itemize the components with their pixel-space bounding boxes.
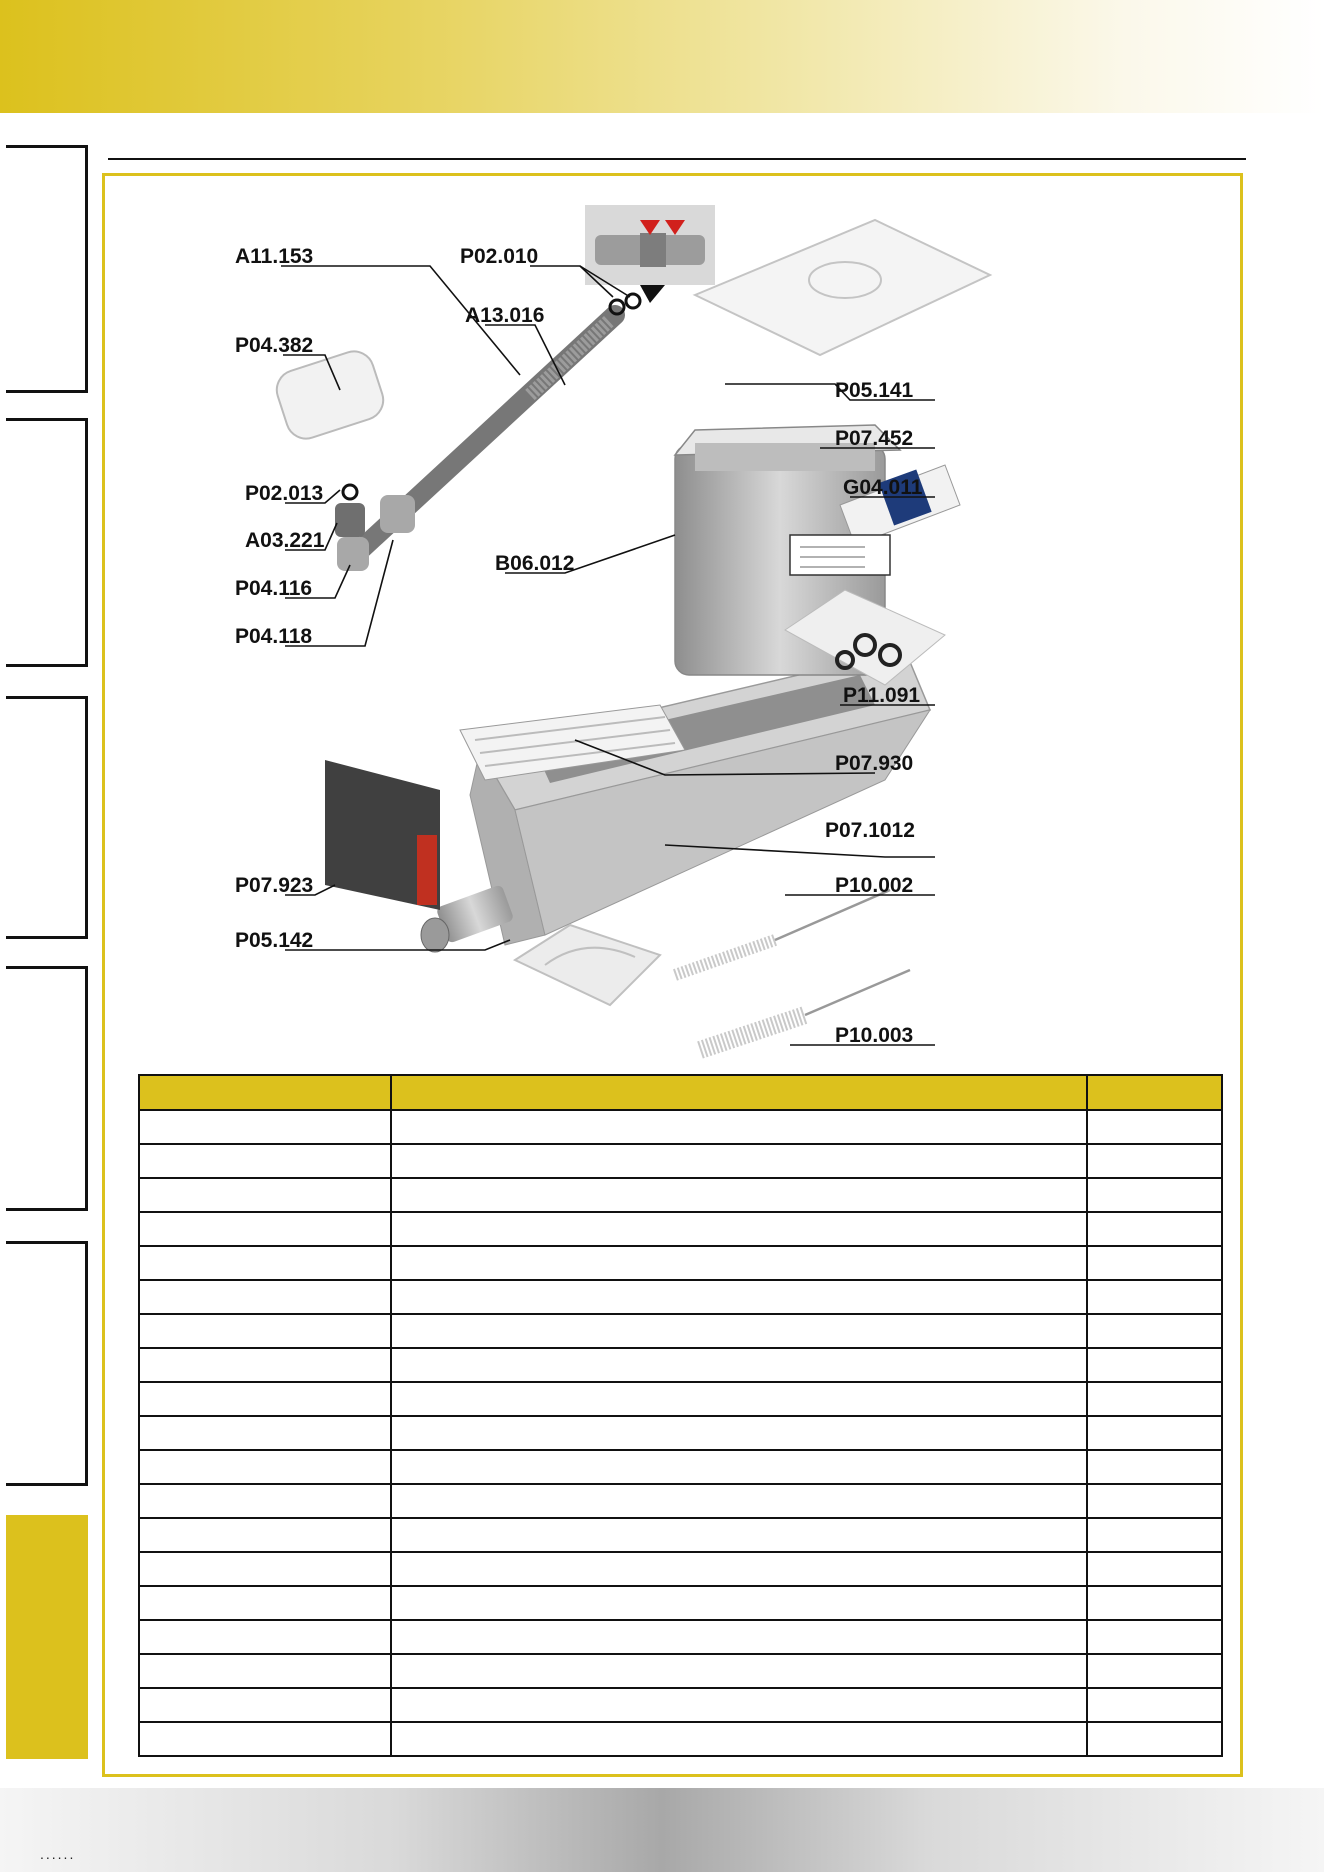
label-p07-923 xyxy=(325,760,440,910)
table-row xyxy=(139,1518,1222,1552)
table-row xyxy=(139,1484,1222,1518)
table-row xyxy=(139,1416,1222,1450)
callout-p07-452: P07.452 xyxy=(835,427,914,450)
callout-p04-118: P04.118 xyxy=(235,625,313,648)
page-number-dots: ...... xyxy=(40,1846,76,1862)
side-tab-5[interactable] xyxy=(6,1241,88,1486)
col-code-header xyxy=(139,1075,391,1110)
brush-p10-002 xyxy=(675,890,890,975)
table-row xyxy=(139,1620,1222,1654)
table-row xyxy=(139,1654,1222,1688)
table-row xyxy=(139,1280,1222,1314)
table-row xyxy=(139,1178,1222,1212)
callout-p10-002: P10.002 xyxy=(835,874,914,897)
callout-p05-141: P05.141 xyxy=(835,379,914,402)
callout-g04-011: G04.011 xyxy=(843,476,923,499)
callout-a11-153: A11.153 xyxy=(235,245,314,268)
callout-a03-221: A03.221 xyxy=(245,529,325,552)
table-row xyxy=(139,1212,1222,1246)
lid-p05-141 xyxy=(695,220,990,355)
callout-p02-010: P02.010 xyxy=(460,245,539,268)
col-description-header xyxy=(391,1075,1087,1110)
side-tab-1[interactable] xyxy=(6,145,88,393)
label-p07-452 xyxy=(790,535,890,575)
parts-table xyxy=(138,1074,1223,1757)
callout-p07-930: P07.930 xyxy=(835,752,914,775)
callout-p10-003: P10.003 xyxy=(835,1024,914,1047)
table-row xyxy=(139,1586,1222,1620)
side-tab-2[interactable] xyxy=(6,418,88,667)
callout-p04-116: P04.116 xyxy=(235,577,313,600)
footer-band xyxy=(0,1788,1324,1872)
table-row xyxy=(139,1450,1222,1484)
callout-p07-923: P07.923 xyxy=(235,874,314,897)
table-row xyxy=(139,1110,1222,1144)
table-row xyxy=(139,1382,1222,1416)
table-header-row xyxy=(139,1075,1222,1110)
callout-p02-013: P02.013 xyxy=(245,482,324,505)
callout-p05-142: P05.142 xyxy=(235,929,314,952)
table-row xyxy=(139,1688,1222,1722)
table-row xyxy=(139,1722,1222,1756)
callout-p11-091: P11.091 xyxy=(843,684,921,707)
table-row xyxy=(139,1144,1222,1178)
exploded-parts-diagram xyxy=(235,205,1145,1055)
col-qty-header xyxy=(1087,1075,1222,1110)
callout-a13-016: A13.016 xyxy=(465,304,545,327)
side-tab-6-active[interactable] xyxy=(6,1515,88,1759)
table-row xyxy=(139,1246,1222,1280)
side-tab-3[interactable] xyxy=(6,696,88,939)
table-row xyxy=(139,1314,1222,1348)
side-tab-4[interactable] xyxy=(6,966,88,1211)
table-row xyxy=(139,1552,1222,1586)
callout-p07-1012: P07.1012 xyxy=(825,819,915,842)
sleeve-p04-382 xyxy=(272,346,389,443)
callout-p04-382: P04.382 xyxy=(235,334,314,357)
callout-b06-012: B06.012 xyxy=(495,552,575,575)
table-row xyxy=(139,1348,1222,1382)
header-band xyxy=(0,0,1324,113)
top-rule xyxy=(108,158,1246,160)
